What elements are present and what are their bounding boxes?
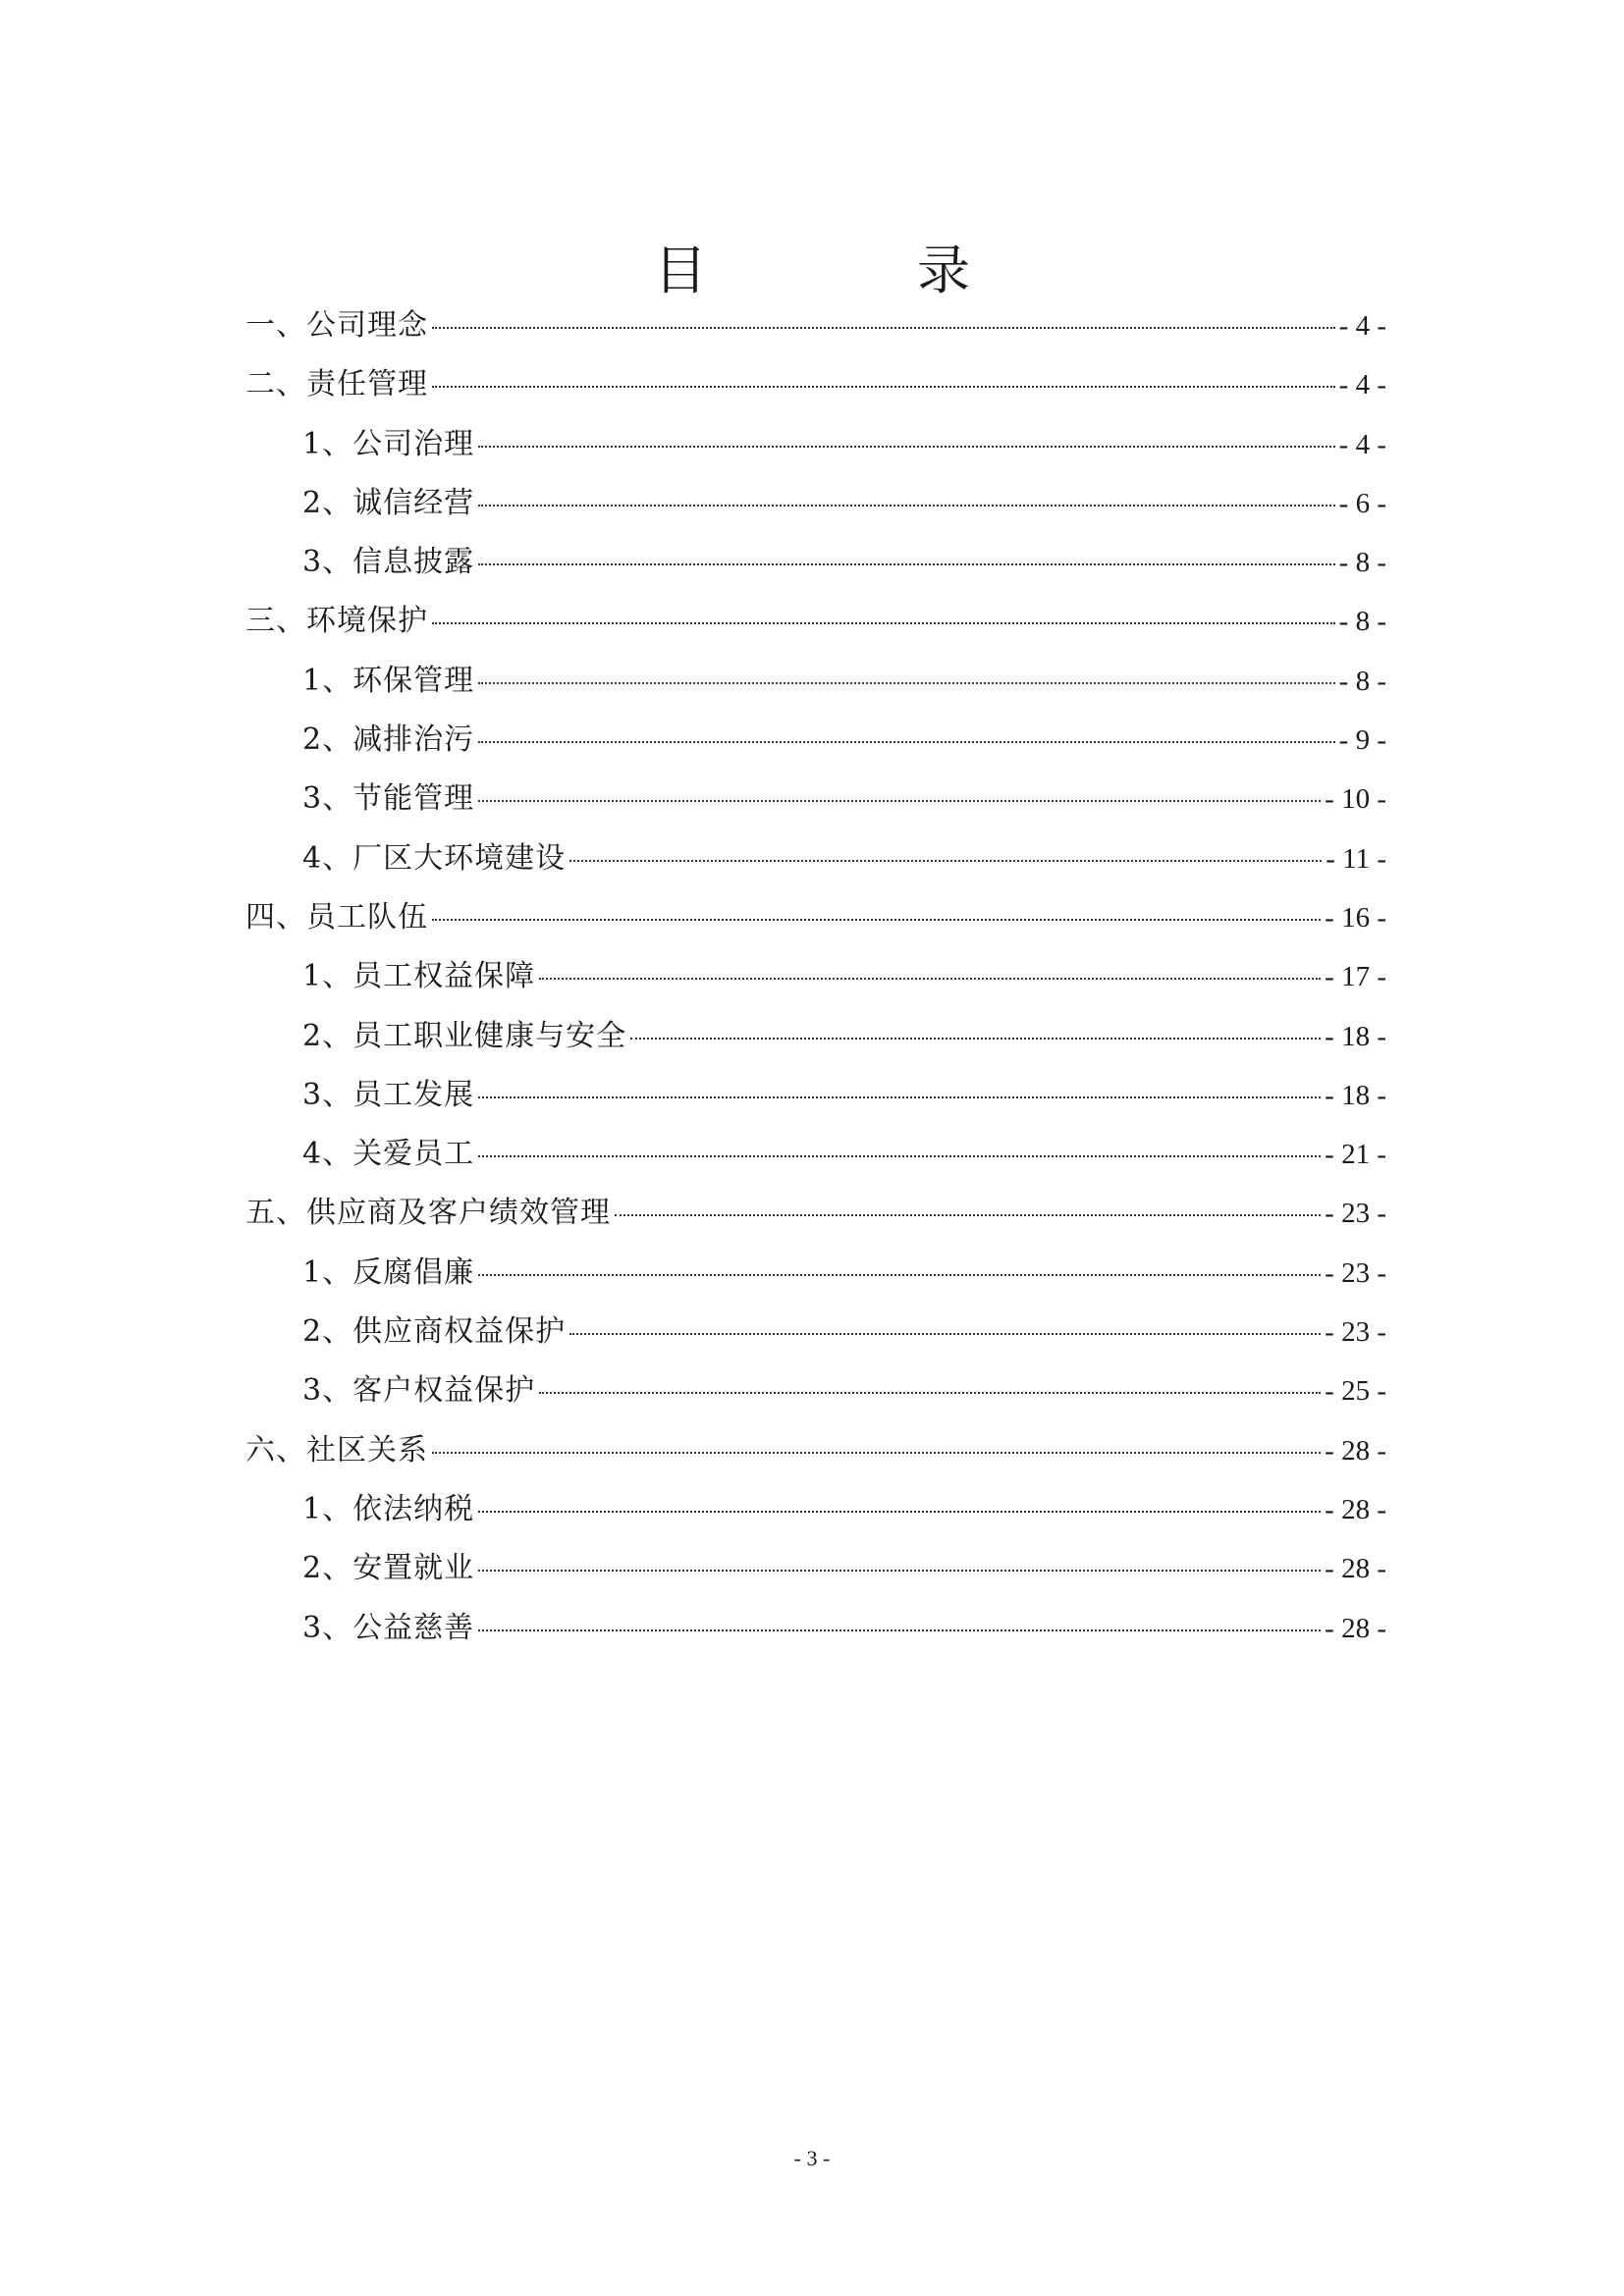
toc-dot-leader [478, 1096, 1321, 1098]
toc-entry-page-number: - 25 - [1325, 1375, 1386, 1408]
toc-dot-leader [432, 919, 1321, 921]
toc-entry-page-number: - 4 - [1338, 310, 1386, 342]
toc-subsection-entry[interactable] [245, 1599, 1386, 1658]
toc-entry-label: 3、公益慈善 [302, 1610, 475, 1645]
toc-entry-label: 三、环境保护 [245, 604, 428, 639]
toc-dot-leader [569, 860, 1322, 862]
toc-subsection-entry[interactable] [245, 474, 1386, 533]
toc-dot-leader [478, 1511, 1321, 1513]
toc-subsection-entry[interactable] [245, 770, 1386, 828]
toc-entry-label: 2、诚信经营 [302, 485, 475, 520]
toc-entry-page-number: - 4 - [1338, 428, 1386, 460]
toc-entry-label: 二、责任管理 [245, 367, 428, 402]
toc-dot-leader [630, 1038, 1321, 1040]
toc-entry-label: 3、客户权益保护 [302, 1373, 536, 1409]
toc-entry-page-number: - 23 - [1325, 1198, 1386, 1230]
toc-entry-page-number: - 11 - [1326, 842, 1386, 875]
toc-entry-page-number: - 4 - [1338, 369, 1386, 401]
page-number: - 3 - [793, 2146, 831, 2170]
toc-entry-label: 4、关爱员工 [302, 1137, 475, 1172]
toc-entry-page-number: - 28 - [1325, 1553, 1386, 1585]
toc-dot-leader [478, 1570, 1321, 1572]
toc-entry-label: 一、公司理念 [245, 308, 428, 343]
toc-dot-leader [478, 1629, 1321, 1631]
toc-section-entry[interactable] [245, 592, 1386, 651]
toc-title: 目 录 [654, 240, 1049, 302]
toc-entry-page-number: - 28 - [1325, 1493, 1386, 1525]
toc-entry-label: 2、员工职业健康与安全 [302, 1018, 627, 1053]
toc-dot-leader [478, 682, 1335, 684]
toc-entry-label: 3、节能管理 [302, 781, 475, 817]
toc-subsection-entry[interactable] [245, 1066, 1386, 1125]
toc-section-entry[interactable] [245, 355, 1386, 414]
toc-entry-page-number: - 6 - [1338, 487, 1386, 519]
table-of-contents [245, 296, 1386, 1658]
toc-dot-leader [478, 800, 1321, 802]
toc-dot-leader [432, 622, 1335, 624]
toc-entry-page-number: - 18 - [1325, 1020, 1386, 1052]
toc-dot-leader [432, 327, 1335, 329]
toc-dot-leader [478, 505, 1335, 507]
toc-subsection-entry[interactable] [245, 829, 1386, 888]
toc-dot-leader [432, 1452, 1321, 1454]
toc-dot-leader [615, 1214, 1321, 1216]
toc-subsection-entry[interactable] [245, 1362, 1386, 1420]
toc-entry-label: 2、供应商权益保护 [302, 1314, 567, 1350]
toc-section-entry[interactable] [245, 888, 1386, 947]
toc-entry-page-number: - 10 - [1325, 783, 1386, 816]
toc-section-entry[interactable] [245, 296, 1386, 355]
toc-entry-page-number: - 8 - [1338, 665, 1386, 697]
toc-dot-leader [478, 446, 1335, 448]
toc-subsection-entry[interactable] [245, 1480, 1386, 1539]
toc-entry-label: 五、供应商及客户绩效管理 [245, 1196, 611, 1231]
toc-subsection-entry[interactable] [245, 1125, 1386, 1184]
toc-dot-leader [432, 386, 1335, 388]
toc-entry-page-number: - 8 - [1338, 547, 1386, 579]
toc-entry-page-number: - 21 - [1325, 1139, 1386, 1171]
toc-subsection-entry[interactable] [245, 652, 1386, 711]
toc-dot-leader [539, 978, 1321, 980]
toc-section-entry[interactable] [245, 1421, 1386, 1480]
toc-entry-page-number: - 28 - [1325, 1612, 1386, 1644]
toc-subsection-entry[interactable] [245, 1244, 1386, 1303]
toc-section-entry[interactable] [245, 1184, 1386, 1243]
toc-entry-page-number: - 9 - [1338, 724, 1386, 757]
toc-entry-label: 1、环保管理 [302, 663, 475, 698]
toc-entry-label: 4、厂区大环境建设 [302, 840, 567, 876]
toc-entry-page-number: - 17 - [1325, 961, 1386, 993]
toc-entry-label: 1、员工权益保障 [302, 959, 536, 994]
toc-dot-leader [569, 1333, 1321, 1335]
toc-entry-label: 2、减排治污 [302, 722, 475, 758]
toc-entry-label: 2、安置就业 [302, 1551, 475, 1586]
toc-subsection-entry[interactable] [245, 711, 1386, 770]
toc-entry-label: 3、员工发展 [302, 1077, 475, 1112]
toc-entry-label: 1、依法纳税 [302, 1491, 475, 1526]
toc-subsection-entry[interactable] [245, 1539, 1386, 1598]
toc-dot-leader [478, 1155, 1321, 1157]
toc-dot-leader [478, 563, 1335, 565]
toc-entry-page-number: - 23 - [1325, 1316, 1386, 1349]
toc-subsection-entry[interactable] [245, 947, 1386, 1006]
toc-subsection-entry[interactable] [245, 1007, 1386, 1066]
toc-subsection-entry[interactable] [245, 1303, 1386, 1362]
toc-entry-label: 六、社区关系 [245, 1432, 428, 1468]
toc-entry-label: 3、信息披露 [302, 545, 475, 580]
toc-entry-page-number: - 16 - [1325, 901, 1386, 934]
toc-entry-page-number: - 28 - [1325, 1434, 1386, 1467]
toc-subsection-entry[interactable] [245, 533, 1386, 592]
toc-entry-label: 1、反腐倡廉 [302, 1255, 475, 1290]
toc-entry-label: 四、员工队伍 [245, 899, 428, 934]
toc-entry-page-number: - 23 - [1325, 1256, 1386, 1289]
toc-entry-page-number: - 8 - [1338, 606, 1386, 638]
toc-dot-leader [478, 1274, 1321, 1276]
toc-entry-label: 1、公司治理 [302, 426, 475, 461]
toc-subsection-entry[interactable] [245, 415, 1386, 474]
toc-dot-leader [539, 1392, 1321, 1394]
toc-entry-page-number: - 18 - [1325, 1079, 1386, 1111]
toc-dot-leader [478, 741, 1335, 743]
